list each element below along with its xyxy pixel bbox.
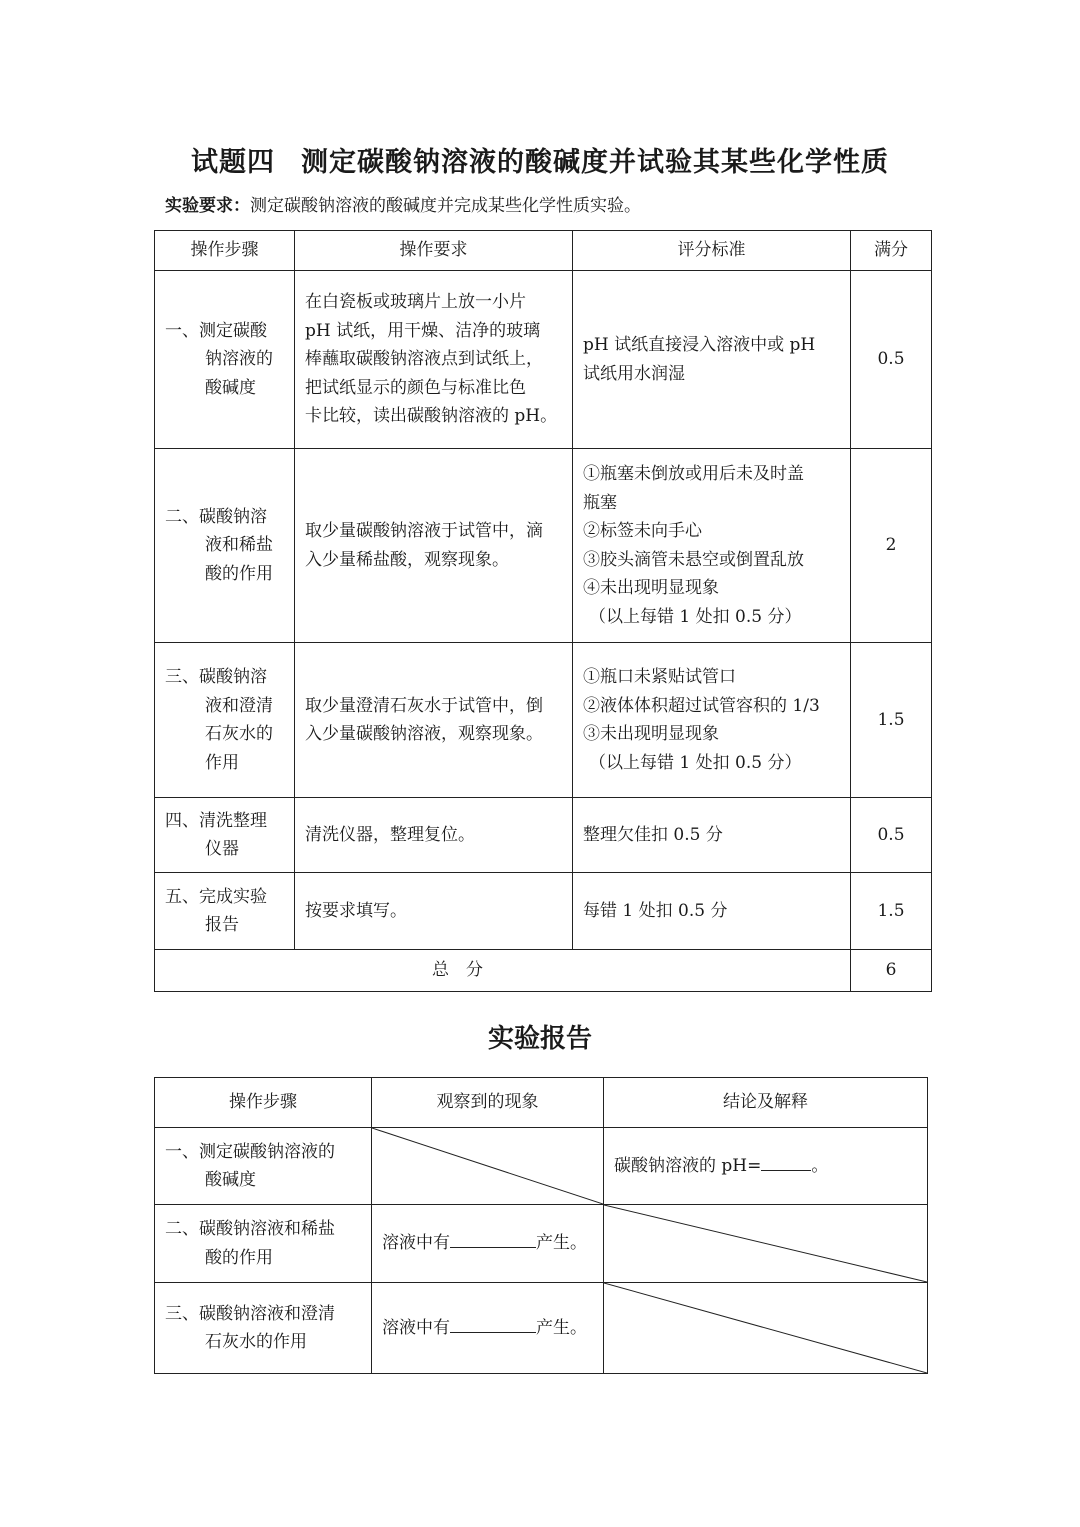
step-line: 二、碳酸钠溶 (165, 506, 267, 527)
criteria-line: 每错 1 处扣 0.5 分 (583, 900, 728, 921)
step-line: 石灰水的 (205, 724, 273, 744)
requirement-cell (295, 873, 573, 950)
step-line: 作用 (205, 752, 239, 773)
step-cell (155, 271, 295, 449)
report-row (155, 1205, 928, 1283)
criteria-line: ②液体体积超过试管容积的 1/3 (583, 695, 820, 716)
observation-end: 产生。 (536, 1317, 587, 1338)
requirement-cell (295, 271, 573, 449)
observation-text: 溶液中有 (382, 1317, 450, 1338)
header-score: 满分 (851, 231, 932, 271)
conclusion-cell-crossed (604, 1205, 928, 1283)
step-line: 酸的作用 (205, 563, 273, 584)
criteria-cell (573, 798, 851, 873)
header-step: 操作步骤 (155, 231, 295, 271)
criteria-note: （以上每错 1 处扣 0.5 分） (589, 606, 802, 627)
observation-text: 溶液中有 (382, 1233, 450, 1254)
step-line: 二、碳酸钠溶液和稀盐 (165, 1219, 335, 1239)
observation-cell-crossed (372, 1128, 604, 1205)
requirement-label: 实验要求： (165, 196, 250, 216)
total-score: 6 (851, 950, 932, 992)
ph-answer-blank[interactable] (761, 1152, 811, 1171)
step-line: 一、测定碳酸钠溶液的 (165, 1141, 335, 1162)
criteria-line: 试纸用水润湿 (583, 363, 685, 384)
criteria-cell (573, 271, 851, 449)
page-title (0, 140, 1080, 179)
conclusion-text: 碳酸钠溶液的 pH= (614, 1155, 762, 1176)
requirement-line: 取少量碳酸钠溶液于试管中，滴 (305, 521, 543, 541)
criteria-line: ①瓶口未紧贴试管口 (583, 667, 736, 687)
requirement-line: 清洗仪器，整理复位。 (305, 824, 475, 845)
criteria-cell (573, 873, 851, 950)
report-header-observation: 观察到的现象 (372, 1078, 604, 1128)
score-cell: 0.5 (851, 271, 932, 449)
criteria-line: 瓶塞 (583, 492, 617, 513)
requirement-cell (295, 449, 573, 643)
report-table (154, 1077, 928, 1374)
diagonal-line (604, 1205, 927, 1282)
report-header-step: 操作步骤 (155, 1078, 372, 1128)
conclusion-cell-crossed (604, 1283, 928, 1374)
scoring-header-row (155, 231, 932, 271)
criteria-line: ④未出现明显现象 (583, 578, 719, 598)
report-header-row (155, 1078, 928, 1128)
step-line: 报告 (205, 915, 239, 935)
header-criteria: 评分标准 (573, 231, 851, 271)
step-line: 仪器 (205, 839, 239, 859)
criteria-line: pH 试纸直接浸入溶液中或 pH (583, 335, 816, 355)
criteria-cell (573, 643, 851, 798)
criteria-note: （以上每错 1 处扣 0.5 分） (589, 752, 802, 773)
criteria-line: 整理欠佳扣 0.5 分 (583, 824, 723, 845)
step-line: 液和稀盐 (205, 535, 273, 556)
step-cell (155, 873, 295, 950)
header-requirement: 操作要求 (295, 231, 573, 271)
observation-answer-blank[interactable] (450, 1314, 536, 1333)
requirement-line: 把试纸显示的颜色与标准比色 (305, 377, 526, 398)
requirement-cell (295, 798, 573, 873)
step-line: 酸碱度 (205, 1170, 256, 1190)
title-prefix: 试题四 (191, 147, 275, 178)
criteria-line: ①瓶塞未倒放或用后未及时盖 (583, 464, 804, 484)
observation-cell (372, 1205, 604, 1283)
criteria-cell (573, 449, 851, 643)
requirement-line: 取少量澄清石灰水于试管中，倒 (305, 695, 543, 716)
score-cell: 0.5 (851, 798, 932, 873)
diagonal-line (372, 1128, 603, 1204)
step-line: 酸碱度 (205, 377, 256, 398)
report-row (155, 1283, 928, 1374)
report-row (155, 1128, 928, 1205)
step-cell (155, 798, 295, 873)
step-line: 一、测定碳酸 (165, 320, 267, 341)
criteria-line: ③胶头滴管未悬空或倒置乱放 (583, 549, 804, 570)
step-line: 五、完成实验 (165, 886, 267, 907)
requirement-line: 入少量稀盐酸，观察现象。 (305, 549, 509, 570)
observation-cell (372, 1283, 604, 1374)
requirement-line: 入少量碳酸钠溶液，观察现象。 (305, 724, 543, 744)
total-label: 总 分 (155, 950, 851, 992)
requirement-line: 在白瓷板或玻璃片上放一小片 (305, 292, 526, 313)
title-text: 测定碳酸钠溶液的酸碱度并试验其某些化学性质 (301, 147, 889, 178)
step-line: 三、碳酸钠溶 (165, 667, 267, 687)
step-cell (155, 643, 295, 798)
observation-end: 产生。 (536, 1233, 587, 1254)
requirement-line: pH 试纸，用干燥、洁净的玻璃 (305, 320, 541, 341)
conclusion-end: 。 (811, 1155, 829, 1176)
step-cell (155, 449, 295, 643)
step-line: 四、清洗整理 (165, 810, 267, 831)
conclusion-cell (604, 1128, 928, 1205)
requirement-cell (295, 643, 573, 798)
requirement-line: 棒蘸取碳酸钠溶液点到试纸上， (305, 349, 543, 370)
score-cell: 2 (851, 449, 932, 643)
step-line: 酸的作用 (205, 1247, 273, 1268)
report-step-cell (155, 1128, 372, 1205)
total-row (155, 950, 932, 992)
requirement-line: 卡比较，读出碳酸钠溶液的 pH。 (305, 406, 558, 427)
report-title: 实验报告 (487, 1024, 592, 1054)
score-cell: 1.5 (851, 643, 932, 798)
diagonal-line (604, 1283, 927, 1373)
score-cell: 1.5 (851, 873, 932, 950)
requirement-line: 按要求填写。 (305, 900, 407, 921)
observation-answer-blank[interactable] (450, 1229, 536, 1248)
criteria-line: ③未出现明显现象 (583, 724, 719, 744)
report-step-cell (155, 1283, 372, 1374)
criteria-line: ②标签未向手心 (583, 521, 702, 541)
step-line: 液和澄清 (205, 695, 273, 716)
experiment-requirement (165, 191, 641, 216)
step-line: 石灰水的作用 (205, 1332, 307, 1352)
table-row (155, 449, 932, 643)
table-row (155, 798, 932, 873)
step-line: 钠溶液的 (205, 349, 273, 370)
table-row (155, 271, 932, 449)
requirement-text: 测定碳酸钠溶液的酸碱度并完成某些化学性质实验。 (250, 196, 641, 216)
report-step-cell (155, 1205, 372, 1283)
table-row (155, 643, 932, 798)
scoring-table (154, 230, 932, 992)
step-line: 三、碳酸钠溶液和澄清 (165, 1303, 335, 1324)
table-row (155, 873, 932, 950)
report-header-conclusion: 结论及解释 (604, 1078, 928, 1128)
